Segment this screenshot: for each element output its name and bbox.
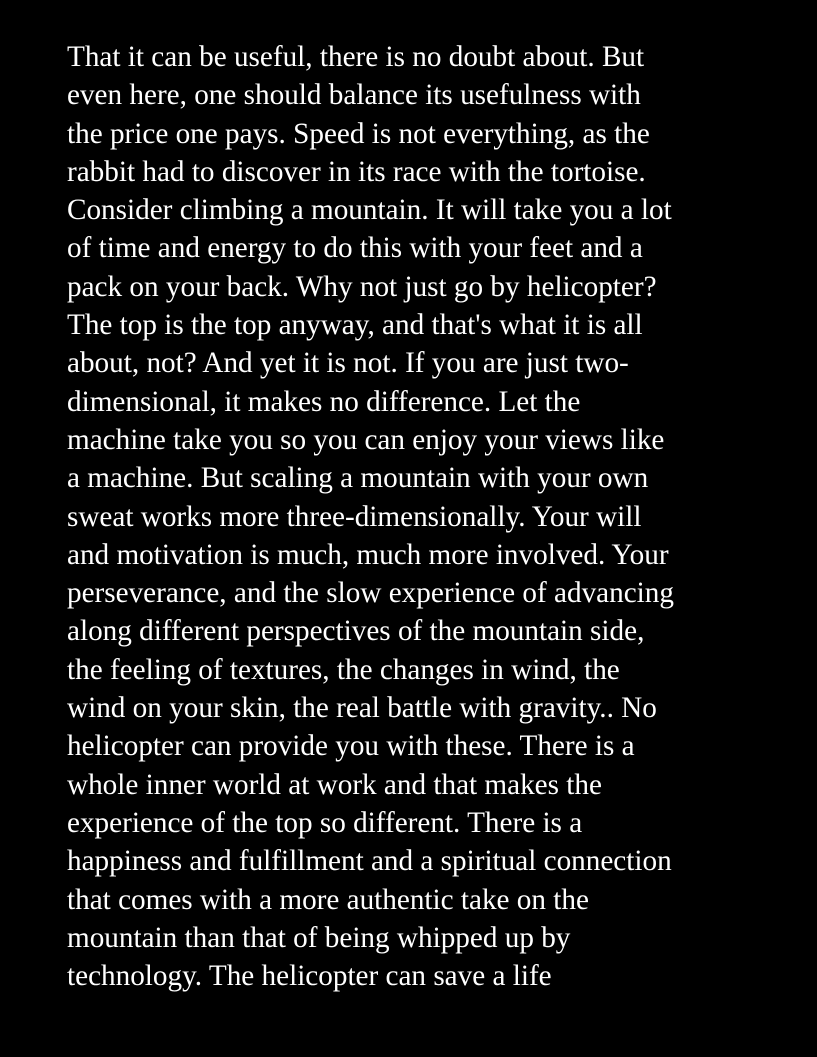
text-line: that comes with a more authentic take on the bbox=[67, 883, 589, 916]
text-line: of time and energy to do this with your feet and a bbox=[67, 232, 643, 265]
text-line: a machine. But scaling a mountain with your own bbox=[67, 462, 649, 495]
text-line: helicopter can provide you with these. There is a bbox=[67, 730, 635, 763]
text-line: The top is the top anyway, and that's what it is all bbox=[67, 309, 643, 342]
text-line: technology. The helicopter can save a life bbox=[67, 960, 552, 993]
text-line: machine take you so you can enjoy your views like bbox=[67, 423, 665, 456]
text-line: even here, one should balance its usefulness with bbox=[67, 79, 641, 112]
text-line: whole inner world at work and that makes the bbox=[67, 768, 602, 801]
text-line: about, not? And yet it is not. If you are just two- bbox=[67, 347, 629, 380]
text-line: perseverance, and the slow experience of advancing bbox=[67, 577, 674, 610]
text-line: the price one pays. Speed is not everything, as the bbox=[67, 117, 650, 150]
text-line: mountain than that of being whipped up by bbox=[67, 921, 571, 954]
text-line: and motivation is much, much more involved. Your bbox=[67, 538, 669, 571]
body-text bbox=[67, 38, 807, 995]
text-line: the feeling of textures, the changes in wind, the bbox=[67, 653, 620, 686]
text-line: happiness and fulfillment and a spiritual connection bbox=[67, 845, 672, 878]
text-line: dimensional, it makes no difference. Let the bbox=[67, 385, 581, 418]
text-line: wind on your skin, the real battle with gravity.. No bbox=[67, 692, 657, 725]
text-line: Consider climbing a mountain. It will take you a lot bbox=[67, 194, 672, 227]
text-line: pack on your back. Why not just go by helicopter? bbox=[67, 270, 657, 303]
text-line: sweat works more three-dimensionally. Your will bbox=[67, 500, 642, 533]
text-line: along different perspectives of the mountain side, bbox=[67, 615, 645, 648]
text-line: rabbit had to discover in its race with the tortoise. bbox=[67, 155, 646, 188]
text-line: experience of the top so different. There is a bbox=[67, 806, 583, 839]
text-line: That it can be useful, there is no doubt about. But bbox=[67, 41, 645, 73]
